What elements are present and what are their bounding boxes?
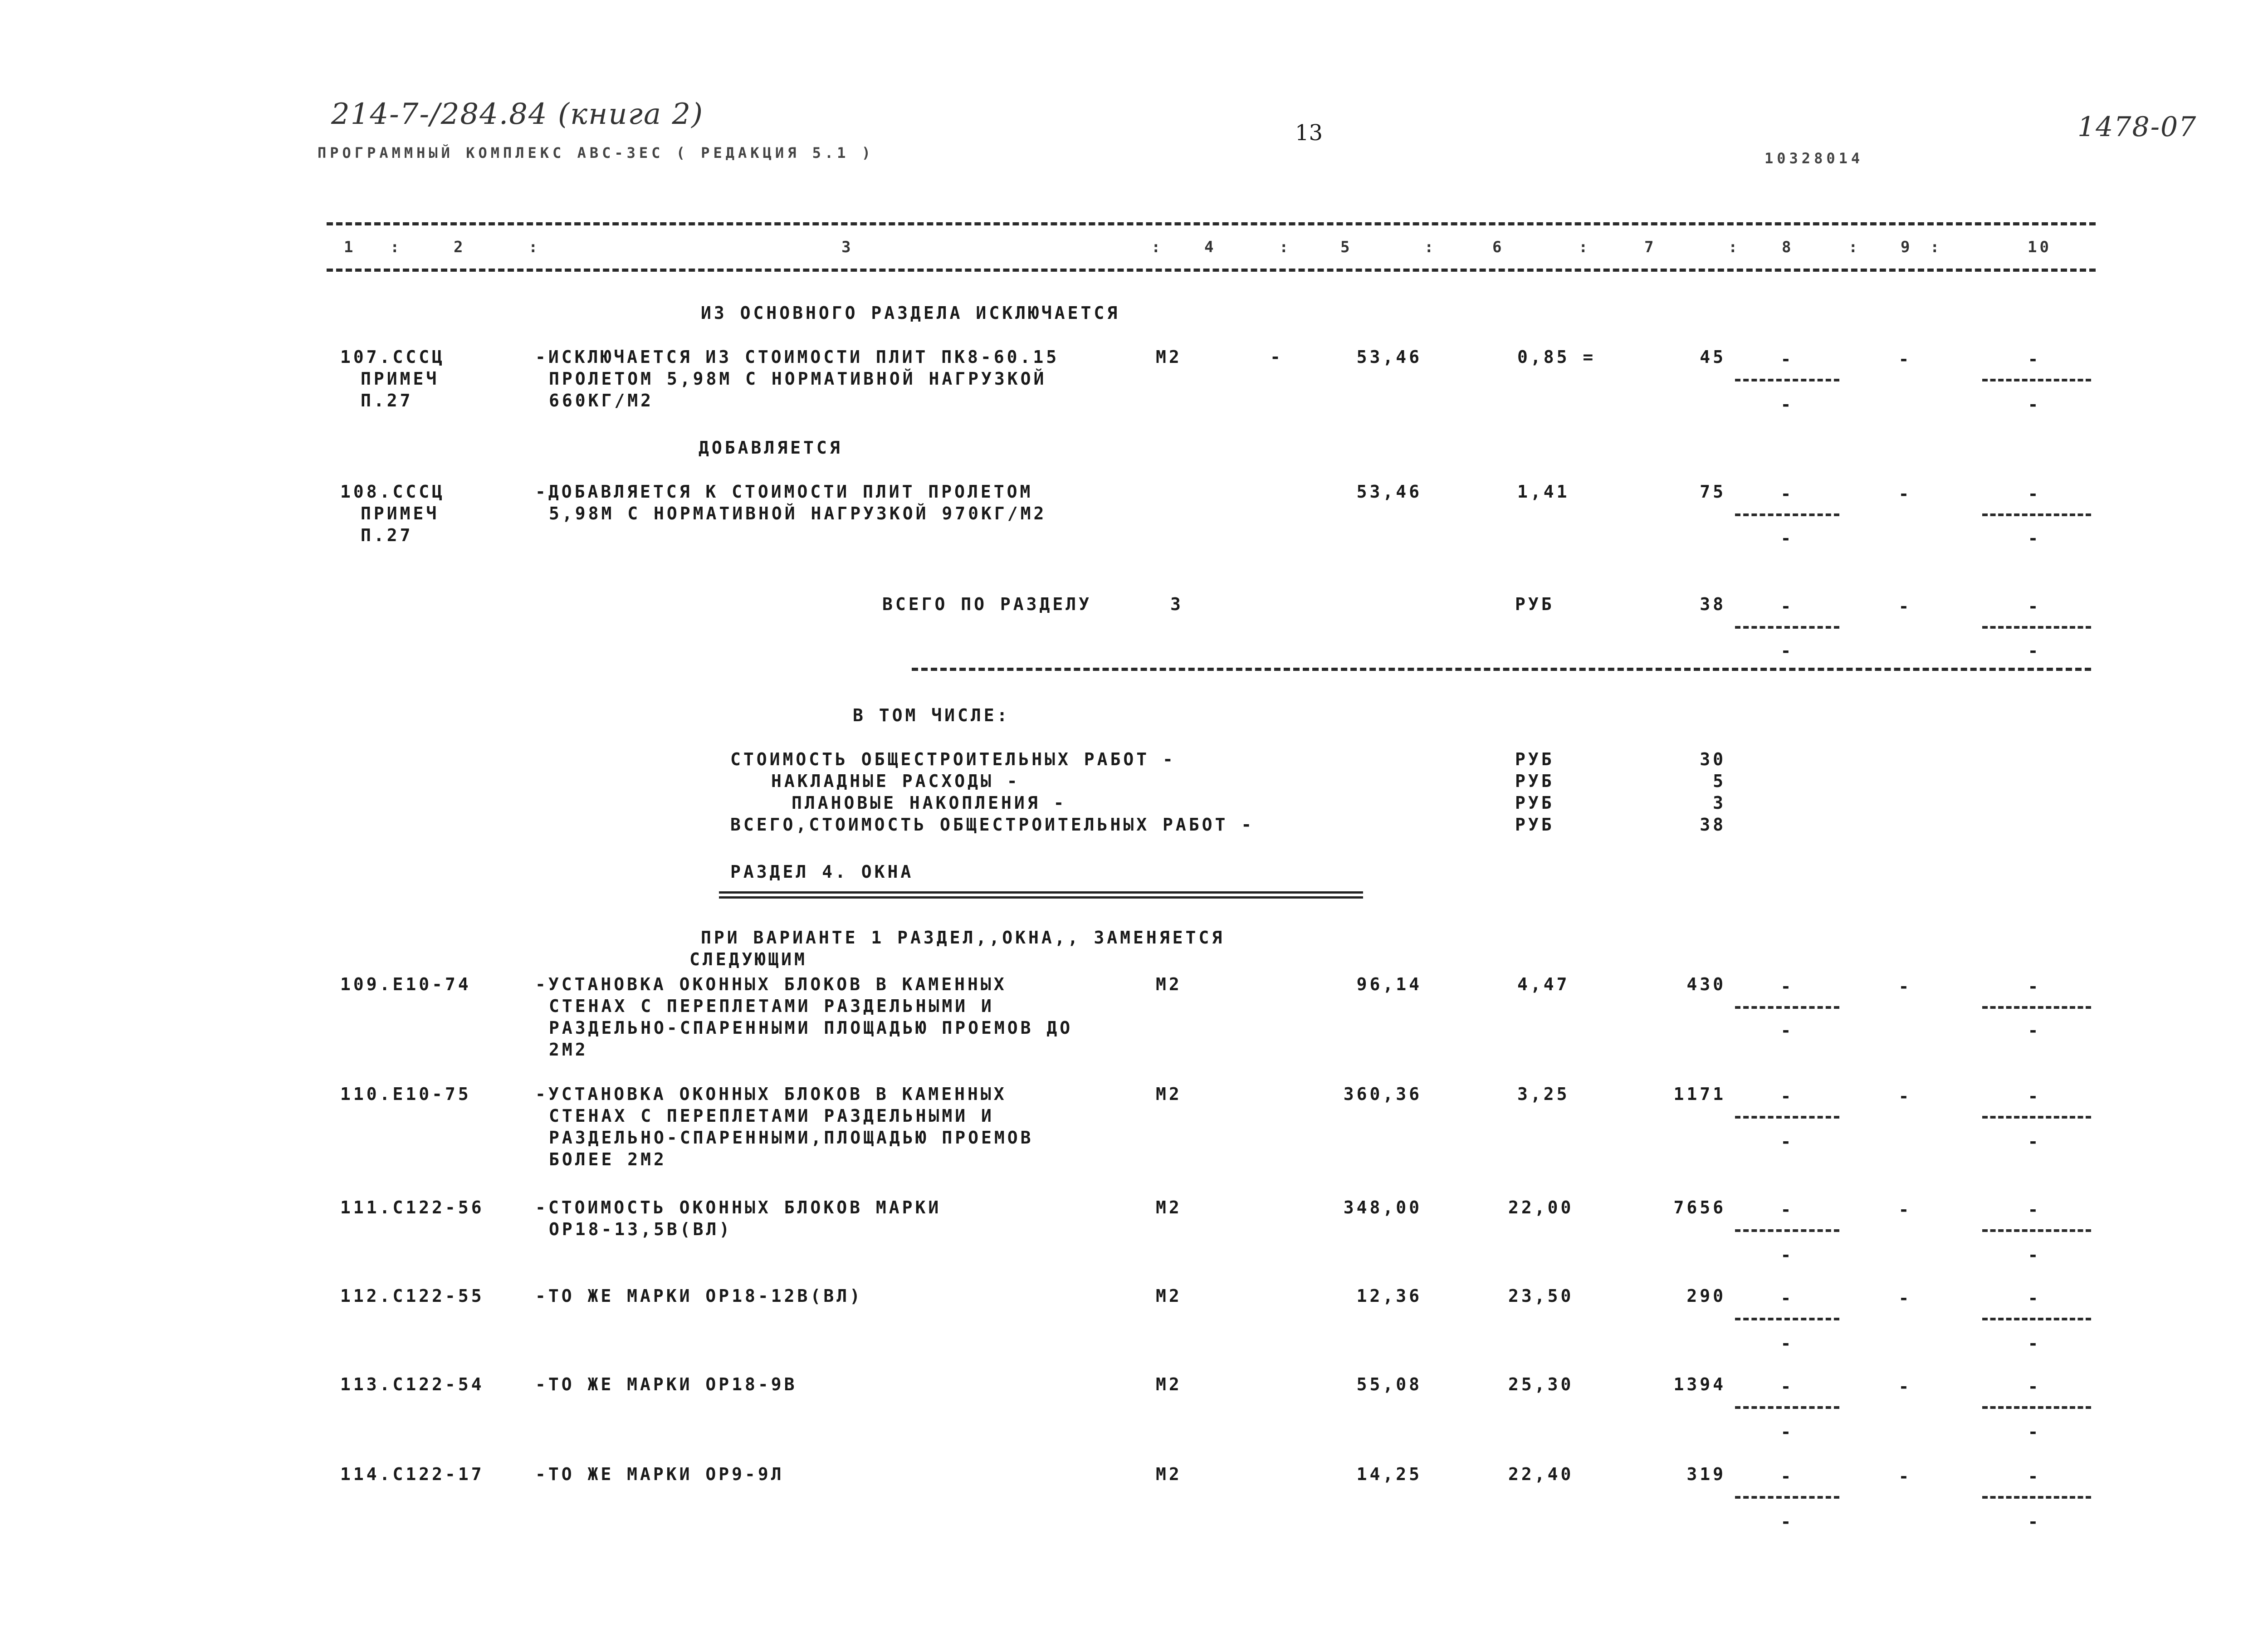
row-total: 290 — [1686, 1286, 1726, 1306]
row-description: ОР18-13,5В(ВЛ) — [549, 1219, 733, 1239]
row-unit: М2 — [1156, 1084, 1182, 1104]
breakdown-unit: РУБ — [1515, 793, 1554, 813]
col10-divider — [1982, 1318, 2091, 1320]
breakdown-value: 3 — [1713, 793, 1726, 813]
row-description: 660КГ/М2 — [549, 391, 654, 411]
row-col8-bottom: - — [1780, 1334, 1794, 1354]
row-price: 0,85 = — [1517, 347, 1596, 367]
row-description: СТЕНАХ С ПЕРЕПЛЕТАМИ РАЗДЕЛЬНЫМИ И — [549, 996, 994, 1016]
row-quantity: 55,08 — [1356, 1374, 1422, 1394]
row-col9: - — [1898, 1200, 1912, 1220]
row-price: 23,50 — [1508, 1286, 1574, 1306]
program-line: ПРОГРАММНЫЙ КОМПЛЕКС АВС-ЗЕС ( РЕДАКЦИЯ 5.1 ) — [318, 144, 874, 161]
col-sep: : — [1930, 238, 1942, 256]
row-code: ПРИМЕЧ — [361, 369, 440, 389]
row-col10-top: - — [2028, 1086, 2041, 1106]
row-col9: - — [1898, 484, 1912, 504]
section-total-label: ВСЕГО ПО РАЗДЕЛУ — [882, 594, 1092, 614]
row-code: П.27 — [361, 391, 413, 411]
breakdown-unit: РУБ — [1515, 771, 1554, 791]
section-total-col9: - — [1898, 596, 1912, 616]
col10-divider — [1982, 626, 2091, 629]
row-code: 113.С122-54 — [340, 1374, 484, 1394]
row-unit: М2 — [1156, 1464, 1182, 1484]
row-code: 111.С122-56 — [340, 1197, 484, 1217]
row-col8-bottom: - — [1780, 1132, 1794, 1152]
section-total-col10-bottom: - — [2028, 641, 2041, 661]
row-price: 4,47 — [1517, 974, 1570, 994]
breakdown-label: СТОИМОСТЬ ОБЩЕСТРОИТЕЛЬНЫХ РАБОТ - — [730, 749, 1176, 769]
sheet-number: 1478-07 — [2077, 111, 2197, 143]
breakdown-title: В ТОМ ЧИСЛЕ: — [853, 705, 1010, 725]
row-col10-bottom: - — [2028, 1021, 2041, 1041]
breakdown-value: 5 — [1713, 771, 1726, 791]
col-header-5: 5 — [1340, 238, 1353, 256]
section4-title: РАЗДЕЛ 4. ОКНА — [730, 862, 914, 882]
row-code: 109.Е10-74 — [340, 974, 471, 994]
col-sep: : — [1151, 238, 1163, 256]
col8-divider — [1735, 1318, 1839, 1320]
row-col8-top: - — [1780, 1466, 1794, 1486]
breakdown-value: 30 — [1700, 749, 1726, 769]
col-sep: : — [528, 238, 541, 256]
row-col10-bottom: - — [2028, 1132, 2041, 1152]
row-col9: - — [1898, 1288, 1912, 1308]
section-total-col8-bottom: - — [1780, 641, 1794, 661]
row-code: 110.Е10-75 — [340, 1084, 471, 1104]
row-description: 5,98М С НОРМАТИВНОЙ НАГРУЗКОЙ 970КГ/М2 — [549, 503, 1047, 523]
row-code: 107.СССЦ — [340, 347, 445, 367]
page-number: 13 — [1295, 120, 1323, 146]
row-col10-bottom: - — [2028, 528, 2041, 548]
section-total-value: 38 — [1700, 594, 1726, 614]
row-quantity: 96,14 — [1356, 974, 1422, 994]
variant-note: ПРИ ВАРИАНТЕ 1 РАЗДЕЛ,,ОКНА,, ЗАМЕНЯЕТСЯ — [701, 928, 1225, 948]
row-col8-bottom: - — [1780, 1245, 1794, 1265]
total-rule — [912, 668, 2091, 671]
row-quantity: 53,46 — [1356, 482, 1422, 502]
col10-divider — [1982, 1006, 2091, 1009]
row-unit: М2 — [1156, 974, 1182, 994]
breakdown-label: ПЛАНОВЫЕ НАКОПЛЕНИЯ - — [792, 793, 1067, 813]
section-total-number: 3 — [1170, 594, 1183, 614]
row-description: -СТОИМОСТЬ ОКОННЫХ БЛОКОВ МАРКИ — [535, 1197, 942, 1217]
breakdown-label: ВСЕГО,СТОИМОСТЬ ОБЩЕСТРОИТЕЛЬНЫХ РАБОТ - — [730, 815, 1255, 835]
row-description: 2М2 — [549, 1040, 588, 1060]
col-sep: : — [390, 238, 402, 256]
row-col10-bottom: - — [2028, 1245, 2041, 1265]
col10-divider — [1982, 1116, 2091, 1119]
row-col9: - — [1898, 1086, 1912, 1106]
row-col8-top: - — [1780, 484, 1794, 504]
col-header-8: 8 — [1782, 238, 1794, 256]
col8-divider — [1735, 1406, 1839, 1409]
col10-divider — [1982, 1496, 2091, 1499]
row-col10-top: - — [2028, 977, 2041, 997]
row-price: 3,25 — [1517, 1084, 1570, 1104]
row-col10-bottom: - — [2028, 395, 2041, 415]
row-col8-top: - — [1780, 1200, 1794, 1220]
col-header-3: 3 — [841, 238, 854, 256]
col10-divider — [1982, 513, 2091, 516]
row-description: -ТО ЖЕ МАРКИ ОР9-9Л — [535, 1464, 784, 1484]
col-header-7: 7 — [1644, 238, 1657, 256]
breakdown-unit: РУБ — [1515, 749, 1554, 769]
row-description: -ТО ЖЕ МАРКИ ОР18-12В(ВЛ) — [535, 1286, 863, 1306]
row-col8-top: - — [1780, 1288, 1794, 1308]
row-description: ПРОЛЕТОМ 5,98М С НОРМАТИВНОЙ НАГРУЗКОЙ — [549, 369, 1047, 389]
row-total: 319 — [1686, 1464, 1726, 1484]
row-quantity: 53,46 — [1356, 347, 1422, 367]
row-description: СТЕНАХ С ПЕРЕПЛЕТАМИ РАЗДЕЛЬНЫМИ И — [549, 1106, 994, 1126]
section-title-excluded: ИЗ ОСНОВНОГО РАЗДЕЛА ИСКЛЮЧАЕТСЯ — [701, 303, 1120, 323]
doc-code: 10328014 — [1765, 150, 1864, 167]
row-col10-bottom: - — [2028, 1422, 2041, 1442]
section-title-added: ДОБАВЛЯЕТСЯ — [699, 438, 843, 458]
header-rule-bottom — [327, 269, 2096, 272]
row-unit: М2 — [1156, 1374, 1182, 1394]
row-code: 114.С122-17 — [340, 1464, 484, 1484]
row-code: 108.СССЦ — [340, 482, 445, 502]
row-col10-top: - — [2028, 349, 2041, 369]
row-quantity: 360,36 — [1343, 1084, 1422, 1104]
col-header-6: 6 — [1492, 238, 1505, 256]
row-total: 45 — [1700, 347, 1726, 367]
row-code: ПРИМЕЧ — [361, 503, 440, 523]
row-description: -ДОБАВЛЯЕТСЯ К СТОИМОСТИ ПЛИТ ПРОЛЕТОМ — [535, 482, 1033, 502]
row-quantity: 14,25 — [1356, 1464, 1422, 1484]
row-code: П.27 — [361, 525, 413, 545]
col-header-2: 2 — [454, 238, 466, 256]
row-col10-bottom: - — [2028, 1334, 2041, 1354]
col-sep: : — [1279, 238, 1291, 256]
row-description: -УСТАНОВКА ОКОННЫХ БЛОКОВ В КАМЕННЫХ — [535, 1084, 1007, 1104]
row-description: РАЗДЕЛЬНО-СПАРЕННЫМИ ПЛОЩАДЬЮ ПРОЕМОВ ДО — [549, 1018, 1073, 1038]
col8-divider — [1735, 379, 1839, 381]
row-price: 22,00 — [1508, 1197, 1574, 1217]
row-total: 1394 — [1673, 1374, 1726, 1394]
breakdown-value: 38 — [1700, 815, 1726, 835]
row-description: РАЗДЕЛЬНО-СПАРЕННЫМИ,ПЛОЩАДЬЮ ПРОЕМОВ — [549, 1128, 1034, 1148]
col10-divider — [1982, 379, 2091, 381]
row-col9: - — [1898, 1377, 1912, 1397]
col-sep: : — [1728, 238, 1740, 256]
row-col10-top: - — [2028, 484, 2041, 504]
col8-divider — [1735, 1229, 1839, 1232]
row-total: 7656 — [1673, 1197, 1726, 1217]
row-quantity: 348,00 — [1343, 1197, 1422, 1217]
variant-note: СЛЕДУЮЩИМ — [689, 949, 807, 969]
row-col8-top: - — [1780, 1377, 1794, 1397]
row-col8-top: - — [1780, 1086, 1794, 1106]
row-description: -УСТАНОВКА ОКОННЫХ БЛОКОВ В КАМЕННЫХ — [535, 974, 1007, 994]
col-header-9: 9 — [1901, 238, 1913, 256]
row-col8-bottom: - — [1780, 1512, 1794, 1532]
row-col10-top: - — [2028, 1377, 2041, 1397]
row-col10-top: - — [2028, 1288, 2041, 1308]
row-col9: - — [1898, 1466, 1912, 1486]
breakdown-unit: РУБ — [1515, 815, 1554, 835]
row-price: 1,41 — [1517, 482, 1570, 502]
col-sep: : — [1579, 238, 1591, 256]
row-total: 1171 — [1673, 1084, 1726, 1104]
col-header-4: 4 — [1204, 238, 1217, 256]
section-total-col8-top: - — [1780, 596, 1794, 616]
row-col8-bottom: - — [1780, 1021, 1794, 1041]
row-unit: М2 — [1156, 347, 1182, 367]
header-rule-top — [327, 222, 2096, 225]
row-col8-bottom: - — [1780, 395, 1794, 415]
row-col9: - — [1898, 349, 1912, 369]
col10-divider — [1982, 1229, 2091, 1232]
breakdown-label: НАКЛАДНЫЕ РАСХОДЫ - — [771, 771, 1020, 791]
row-col10-top: - — [2028, 1200, 2041, 1220]
col10-divider — [1982, 1406, 2091, 1409]
row-quantity: 12,36 — [1356, 1286, 1422, 1306]
row-col10-bottom: - — [2028, 1512, 2041, 1532]
row-description: БОЛЕЕ 2М2 — [549, 1149, 667, 1169]
section-total-unit: РУБ — [1515, 594, 1554, 614]
row-col8-top: - — [1780, 977, 1794, 997]
row-code: 112.С122-55 — [340, 1286, 484, 1306]
handwritten-reference: 214-7-/284.84 (книга 2) — [331, 98, 704, 131]
col8-divider — [1735, 1116, 1839, 1119]
row-price: 22,40 — [1508, 1464, 1574, 1484]
row-col8-top: - — [1780, 349, 1794, 369]
row-description: -ТО ЖЕ МАРКИ ОР18-9В — [535, 1374, 797, 1394]
row-unit: М2 — [1156, 1197, 1182, 1217]
row-col8-bottom: - — [1780, 1422, 1794, 1442]
col-header-1: 1 — [344, 238, 356, 256]
section-total-col10-top: - — [2028, 596, 2041, 616]
col-sep: : — [1848, 238, 1861, 256]
row-description: -ИСКЛЮЧАЕТСЯ ИЗ СТОИМОСТИ ПЛИТ ПК8-60.15 — [535, 347, 1060, 367]
col8-divider — [1735, 1496, 1839, 1499]
row-col5: - — [1270, 347, 1283, 367]
row-total: 75 — [1700, 482, 1726, 502]
row-total: 430 — [1686, 974, 1726, 994]
row-price: 25,30 — [1508, 1374, 1574, 1394]
row-unit: М2 — [1156, 1286, 1182, 1306]
col8-divider — [1735, 513, 1839, 516]
col8-divider — [1735, 1006, 1839, 1009]
row-col9: - — [1898, 977, 1912, 997]
row-col8-bottom: - — [1780, 528, 1794, 548]
col-sep: : — [1424, 238, 1437, 256]
col-header-10: 10 — [2028, 238, 2052, 256]
row-col10-top: - — [2028, 1466, 2041, 1486]
col8-divider — [1735, 626, 1839, 629]
section4-double-rule — [719, 891, 1363, 899]
